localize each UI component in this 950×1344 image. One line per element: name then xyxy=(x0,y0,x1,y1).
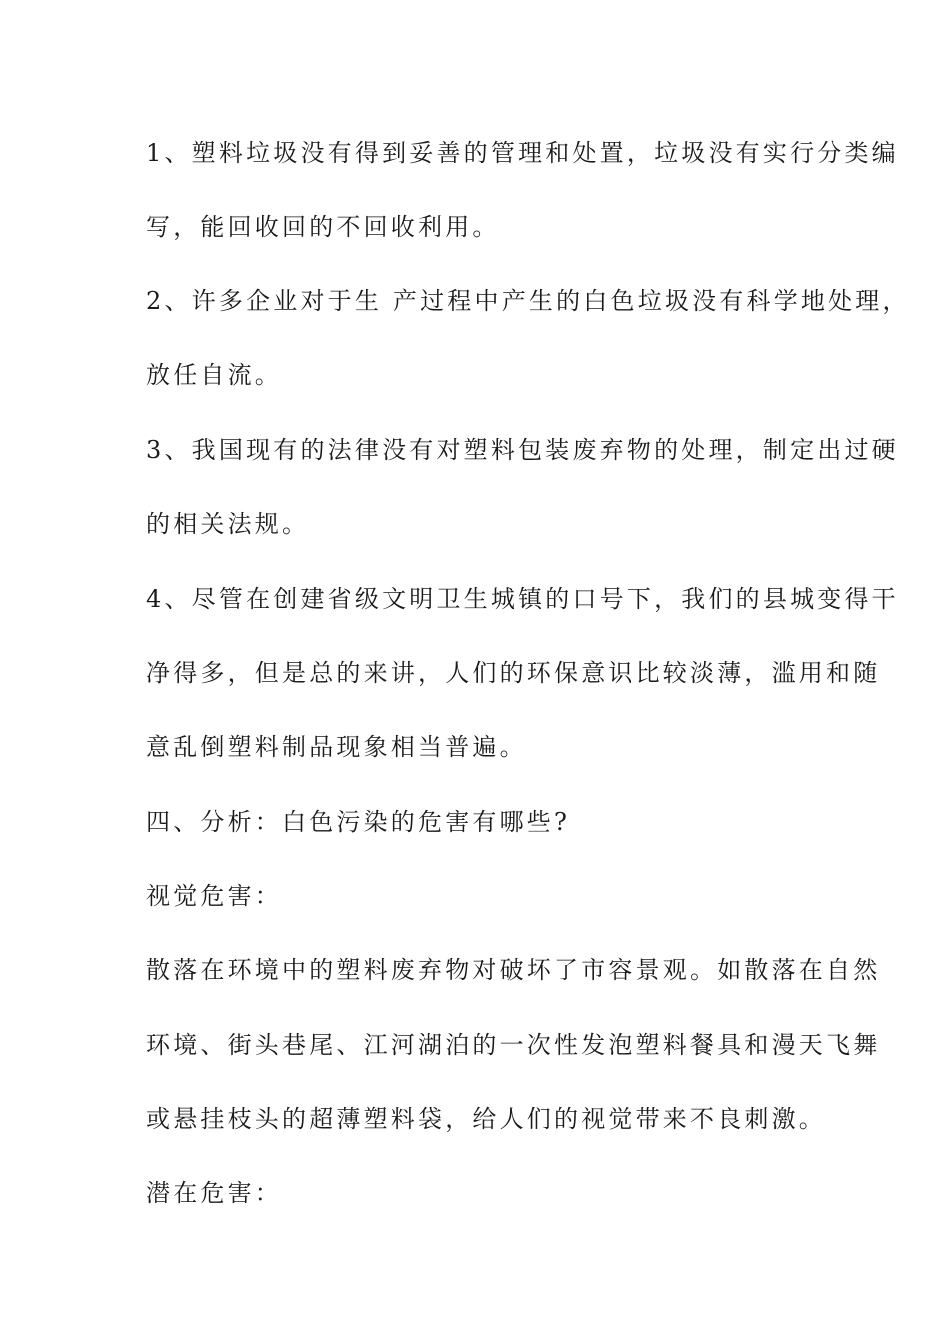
text-line: 或悬挂枝头的超薄塑料袋，给人们的视觉带来不良刺激。 xyxy=(146,1105,826,1133)
text-line: 3、我国现有的法律没有对塑料包装废弃物的处理，制定出过硬 xyxy=(146,436,899,464)
text-line: 环境、街头巷尾、江河湖泊的一次性发泡塑料餐具和漫天飞舞 xyxy=(146,1031,881,1059)
text-line: 净得多，但是总的来讲，人们的环保意识比较淡薄，滥用和随 xyxy=(146,659,881,687)
text-line: 放任自流。 xyxy=(146,361,282,389)
text-line: 写，能回收回的不回收利用。 xyxy=(146,213,500,241)
section-heading: 四、分析：白色污染的危害有哪些? xyxy=(146,808,571,836)
text-line: 意乱倒塑料制品现象相当普遍。 xyxy=(146,733,527,761)
text-line: 2、许多企业对于生 产过程中产生的白色垃圾没有科学地处理， xyxy=(146,287,910,315)
subheading: 视觉危害： xyxy=(146,882,282,910)
subheading: 潜在危害： xyxy=(146,1179,282,1207)
text-line: 的相关法规。 xyxy=(146,510,310,538)
text-line: 散落在环境中的塑料废弃物对破坏了市容景观。如散落在自然 xyxy=(146,956,881,984)
text-line: 1、塑料垃圾没有得到妥善的管理和处置，垃圾没有实行分类编 xyxy=(146,139,899,167)
text-line: 4、尽管在创建省级文明卫生城镇的口号下，我们的县城变得干 xyxy=(146,585,899,613)
